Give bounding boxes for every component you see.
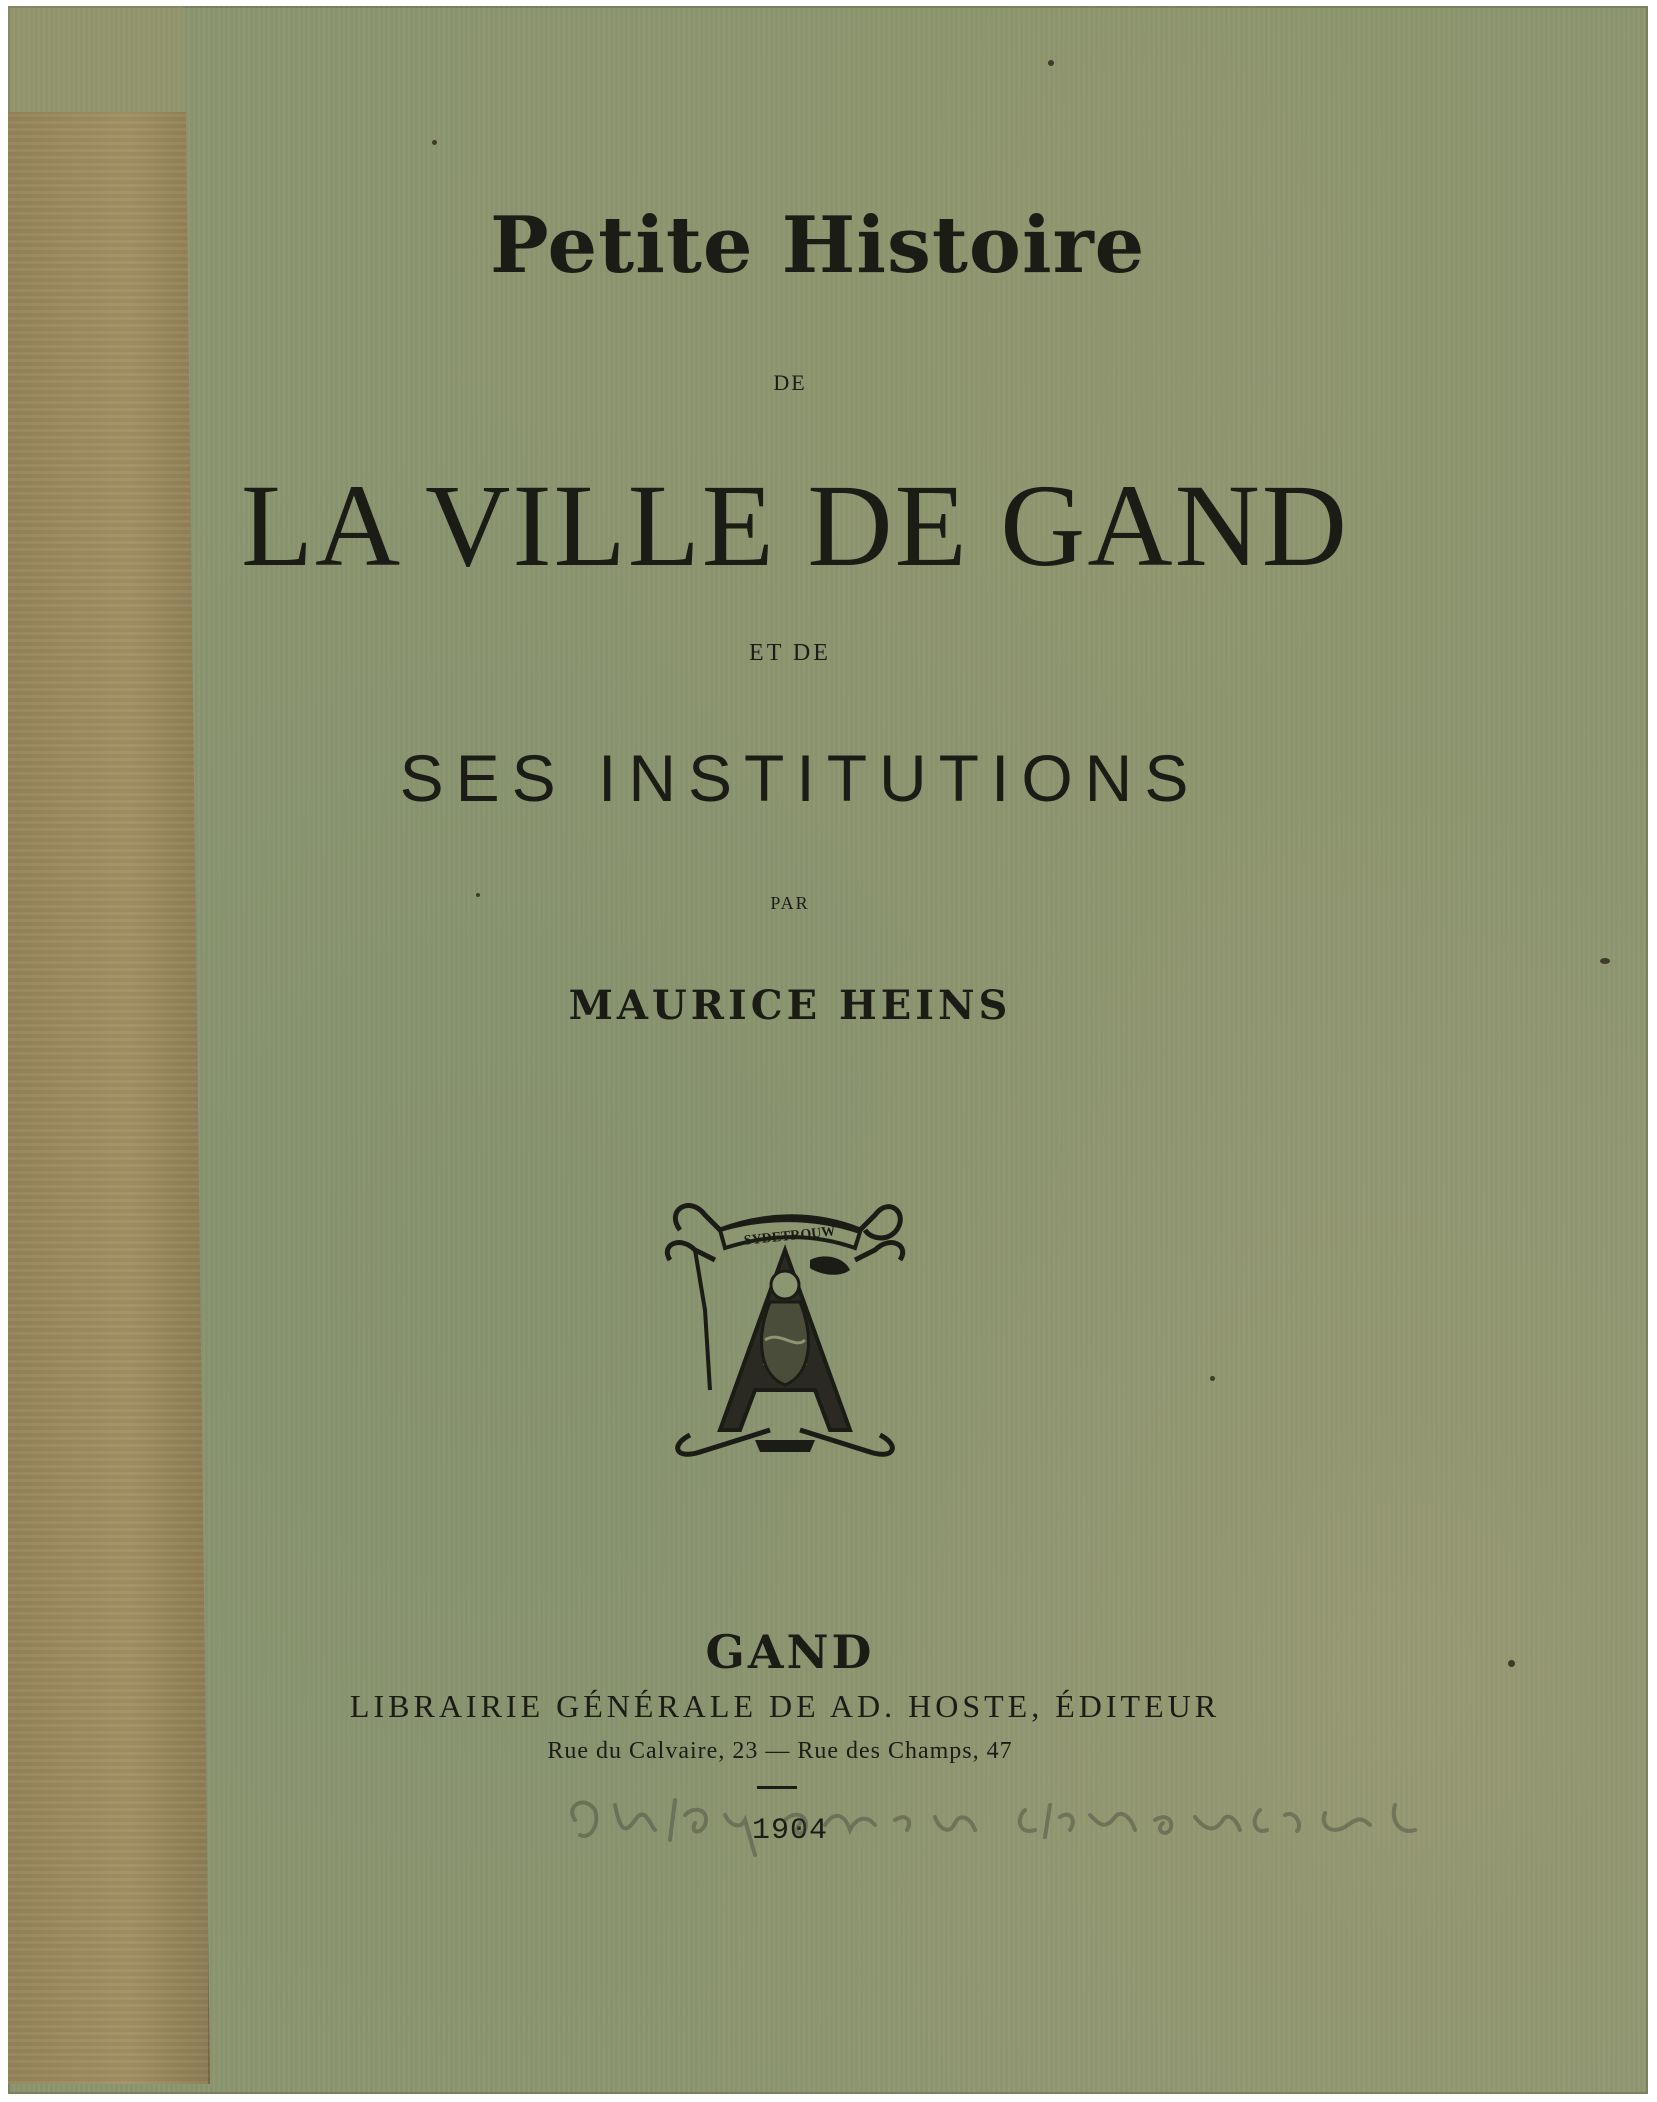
paper-speck (1048, 60, 1054, 66)
byline-par: PAR (770, 893, 810, 913)
paper-speck (1600, 958, 1610, 964)
publisher-address: Rue du Calvaire, 23 — Rue des Champs, 47 (547, 1738, 1013, 1764)
publisher-city: GAND (705, 1625, 875, 1679)
paper-speck (476, 893, 480, 897)
paper-speck (432, 140, 437, 145)
svg-text:SYDETROUW: SYDETROUW (743, 1224, 837, 1249)
title-line-1: Petite Histoire (490, 200, 1146, 291)
title-line-3: SES INSTITUTIONS (399, 741, 1201, 815)
publisher-name: LIBRAIRIE GÉNÉRALE DE AD. HOSTE, ÉDITEUR (349, 1688, 1221, 1724)
spine-binding-tape (8, 112, 210, 2084)
paper-speck (1210, 1376, 1215, 1381)
author-name: MAURICE HEINS (568, 982, 1012, 1029)
publisher-monogram-emblem-icon (660, 1190, 910, 1460)
cover-edge-shadow (8, 6, 183, 116)
handwritten-signature-icon (555, 1775, 1445, 1865)
title-line-2: LA VILLE DE GAND (240, 460, 1350, 591)
publication-year: 1904 (751, 1814, 828, 1848)
paper-speck (1508, 1660, 1515, 1667)
title-connector-de: DE (773, 370, 807, 395)
title-connector-et-de: ET DE (749, 640, 831, 666)
